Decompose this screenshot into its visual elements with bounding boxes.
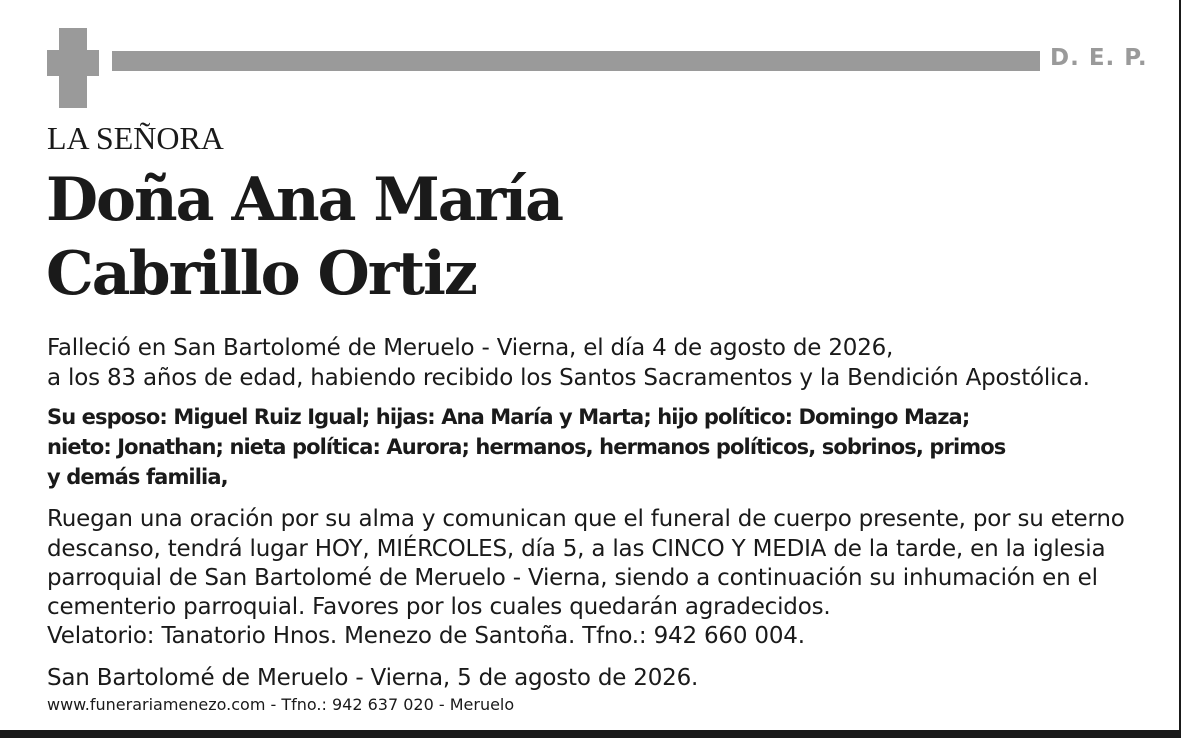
wake-line: Velatorio: Tanatorio Hnos. Menezo de Santoña. Tfno.: 942 660 004. xyxy=(47,623,805,649)
honorific-prefix: LA SEÑORA xyxy=(47,120,224,156)
death-notice-line: a los 83 años de edad, habiendo recibido los Santos Sacramentos y la Bendición Apostólica. xyxy=(47,365,1090,391)
place-date: San Bartolomé de Meruelo - Vierna, 5 de agosto de 2026. xyxy=(47,665,699,691)
deceased-name-line2: Cabrillo Ortiz xyxy=(46,239,476,309)
dep-label: D. E. P. xyxy=(1050,45,1148,71)
family-line: y demás familia, xyxy=(47,465,228,489)
death-notice-line: Falleció en San Bartolomé de Meruelo - Vierna, el día 4 de agosto de 2026, xyxy=(47,335,894,361)
funeral-line: descanso, tendrá lugar HOY, MIÉRCOLES, día 5, a las CINCO Y MEDIA de la tarde, en la iglesia xyxy=(47,536,1106,562)
funeral-home-contact: www.funerariamenezo.com - Tfno.: 942 637 020 - Meruelo xyxy=(47,695,515,714)
cross-horizontal-bar xyxy=(47,50,99,76)
funeral-line: parroquial de San Bartolomé de Meruelo - Vierna, siendo a continuación su inhumación en el xyxy=(47,565,1098,591)
cross-icon xyxy=(47,28,99,108)
deceased-name-line1: Doña Ana María xyxy=(46,165,562,235)
funeral-line: cementerio parroquial. Favores por los cuales quedarán agradecidos. xyxy=(47,594,831,620)
header-rule xyxy=(112,51,1040,71)
funeral-line: Ruegan una oración por su alma y comunican que el funeral de cuerpo presente, por su eterno xyxy=(47,506,1125,532)
family-line: Su esposo: Miguel Ruiz Igual; hijas: Ana María y Marta; hijo político: Domingo Maza; xyxy=(47,405,970,429)
family-line: nieto: Jonathan; nieta política: Aurora; hermanos, hermanos políticos, sobrinos, primos xyxy=(47,435,1006,459)
